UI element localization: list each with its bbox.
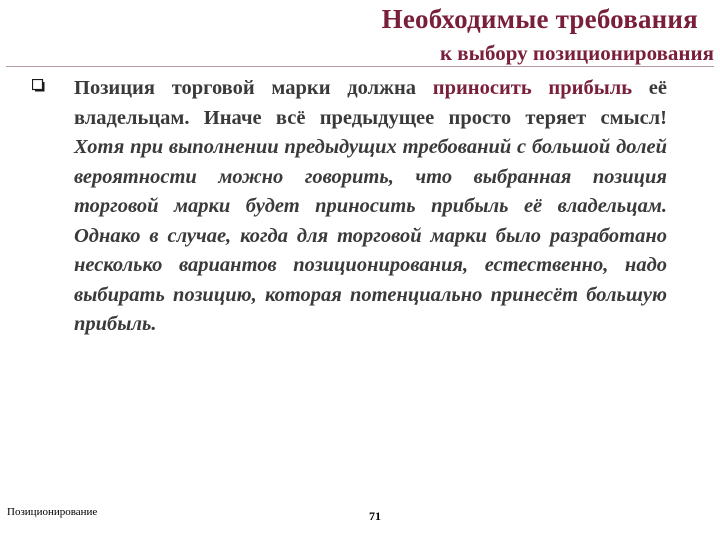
footer-page-number: 71 <box>369 509 381 523</box>
footer-section-label: Позиционирование <box>7 506 98 518</box>
bullet-text-accent: приносить прибыль <box>432 77 633 99</box>
bullet-text-normal-2: её владельцам. Иначе всё предыдущее просто теряет смысл! <box>74 77 667 129</box>
bullet-paragraph <box>74 74 667 340</box>
slide-subtitle: к выбору позиционирования <box>439 41 714 65</box>
bullet-text-normal-1: Позиция торговой марки должна <box>74 77 433 99</box>
bullet-text-italic: Хотя при выполнении предыдущих требований с большой долей вероятности можно говорить, что выбранная позиция торговой марки будет приносить прибыль её владельцам. Однако в случае, когда для торговой марки было разработано несколько вариантов позиционирования, естественно, надо выбирать позицию, которая потенциально принесёт большую прибыль. <box>74 136 667 335</box>
header-divider <box>6 66 714 67</box>
square-checkbox-bullet-icon <box>32 79 45 92</box>
slide-title: Необходимые требования <box>381 4 698 34</box>
bullet-item <box>32 74 672 340</box>
